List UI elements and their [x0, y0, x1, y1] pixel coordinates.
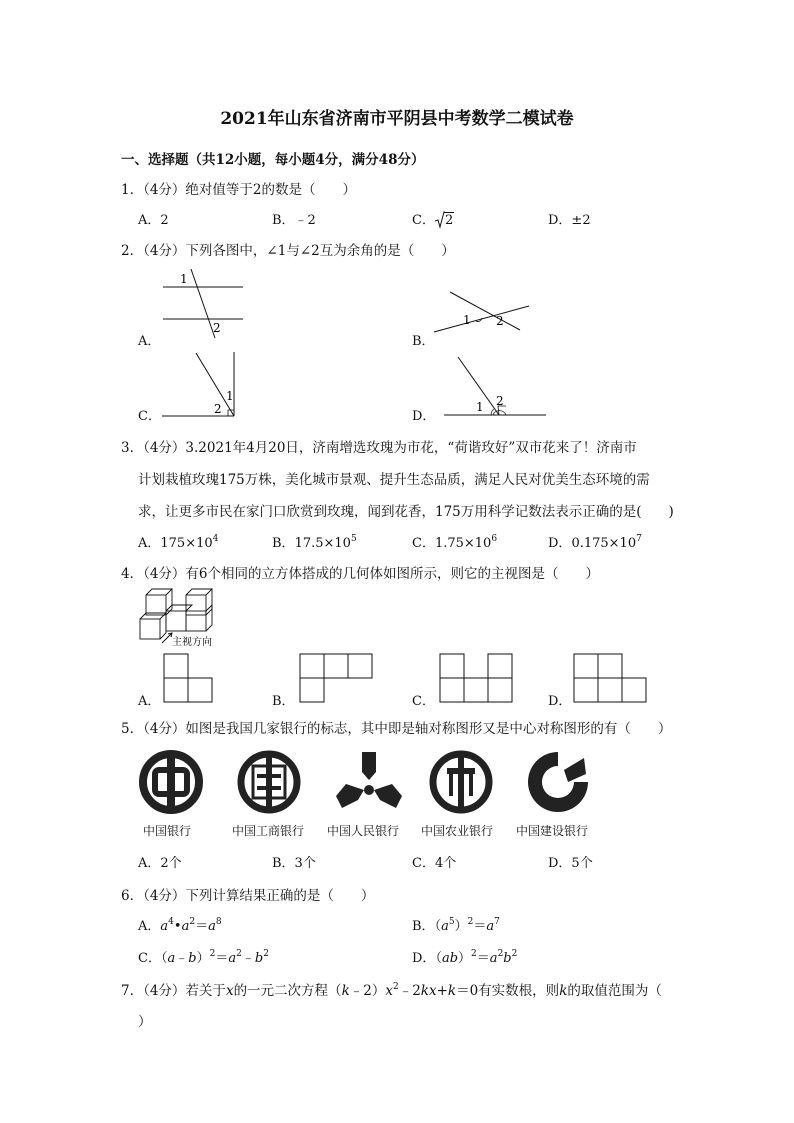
q1-option-c: C． 2	[412, 213, 454, 228]
angle-label-2: 2	[496, 394, 504, 408]
q2-stem: 2．（4分）下列各图中，∠1与∠2互为余角的是（ ）	[121, 243, 455, 259]
q2-figure-a	[155, 266, 255, 341]
q4-view-b	[298, 652, 374, 704]
q3-line-2: 计划栽植玫瑰175万株，美化城市景观、提升生态品质，满足人民对优美生态环境的需	[138, 472, 650, 488]
q3-option-b: B．$17.5\times 10^5$	[272, 534, 357, 551]
pboc-logo-icon	[334, 750, 404, 814]
q1-option-b: B．﹣2	[272, 213, 316, 228]
q1-option-a: A．2	[138, 213, 169, 228]
q3-line-1: 3．（4分）3.2021年4月20日，济南增选玫瑰为市花，“荷谐玫好”双市花来了！济南市	[121, 440, 637, 456]
q7-stem-line-2: ）	[138, 1014, 152, 1030]
abc-logo-icon	[427, 748, 495, 816]
q3-line-3: 求，让更多市民在家门口欣赏到玫瑰，闻到花香，175万用科学记数法表示正确的是( )	[138, 504, 674, 520]
q2-figure-c	[160, 350, 240, 420]
angle-label-2: 2	[214, 402, 222, 416]
q4-option-b: B．	[272, 694, 295, 709]
q2-figure-b	[430, 288, 530, 343]
ccb-logo-icon	[524, 748, 592, 816]
q5-option-c: C．4个	[412, 856, 457, 871]
q6-option-b: B．$(a^5)^2=a^7$	[412, 917, 500, 934]
q4-option-a: A．	[138, 694, 161, 709]
q2-option-a: A．	[138, 334, 161, 349]
q4-view-a	[162, 652, 214, 704]
q5-option-b: B．3个	[272, 856, 316, 871]
section-heading: 一、选择题（共12小题，每小题4分，满分48分）	[121, 152, 425, 168]
q2-option-b: B．	[412, 334, 435, 349]
q3-option-a: A．$175\times 10^4$	[138, 534, 219, 551]
q2-figure-d	[438, 354, 548, 418]
q5-option-a: A．2个	[138, 856, 182, 871]
bank-name-4: 中国农业银行	[421, 824, 494, 838]
q6-option-a: A．$a^4•a^2=a^8$	[138, 917, 222, 934]
angle-label-1: 1	[476, 400, 484, 414]
angle-label-1: 1	[226, 389, 234, 403]
q5-stem: 5．（4分）如图是我国几家银行的标志，其中即是轴对称图形又是中心对称图形的有（ ）	[121, 721, 672, 737]
q4-cube-figure	[138, 585, 220, 650]
page-title: 2021年山东省济南市平阴县中考数学二模试卷	[220, 109, 574, 129]
q4-view-d	[572, 652, 648, 704]
q6-option-c: C．$(a﹣b)^2=a^2﹣b^2$	[138, 949, 269, 966]
q4-option-c: C．	[412, 694, 435, 709]
bank-name-5: 中国建设银行	[516, 824, 589, 838]
q4-option-d: D．	[548, 694, 572, 709]
q2-option-c: C．	[138, 409, 161, 424]
q1-option-d: D．±2	[548, 213, 591, 228]
q1-stem: 1．（4分）绝对值等于2的数是（ ）	[121, 182, 357, 198]
sqrt-icon	[435, 211, 445, 229]
bank-of-china-logo-icon	[137, 748, 205, 816]
angle-label-1: 1	[180, 272, 188, 286]
q5-option-d: D．5个	[548, 856, 593, 871]
q4-stem: 4．（4分）有6个相同的立方体搭成的几何体如图所示，则它的主视图是（ ）	[121, 566, 600, 582]
view-direction-label: 主视方向	[172, 637, 212, 648]
q7-stem: 7．（4分）若关于x的一元二次方程$(k﹣2)x^2﹣2kx+k=0$有实数根，则k的取值范围为（	[121, 982, 662, 999]
q3-option-d: D．$0.175\times 10^7$	[548, 534, 642, 551]
icbc-logo-icon	[235, 748, 303, 816]
q4-view-c	[438, 652, 514, 704]
angle-label-2: 2	[496, 314, 504, 328]
angle-label-1: 1	[463, 313, 471, 327]
q6-option-d: D．$(ab)^2=a^2b^2$	[412, 949, 518, 966]
angle-label-2: 2	[213, 321, 221, 335]
q2-option-d: D．	[412, 409, 436, 424]
bank-name-2: 中国工商银行	[232, 824, 305, 838]
q3-option-c: C．$1.75\times 10^6$	[412, 534, 498, 551]
q6-stem: 6．（4分）下列计算结果正确的是（ ）	[121, 888, 375, 904]
bank-name-3: 中国人民银行	[327, 824, 400, 838]
bank-name-1: 中国银行	[143, 824, 192, 838]
